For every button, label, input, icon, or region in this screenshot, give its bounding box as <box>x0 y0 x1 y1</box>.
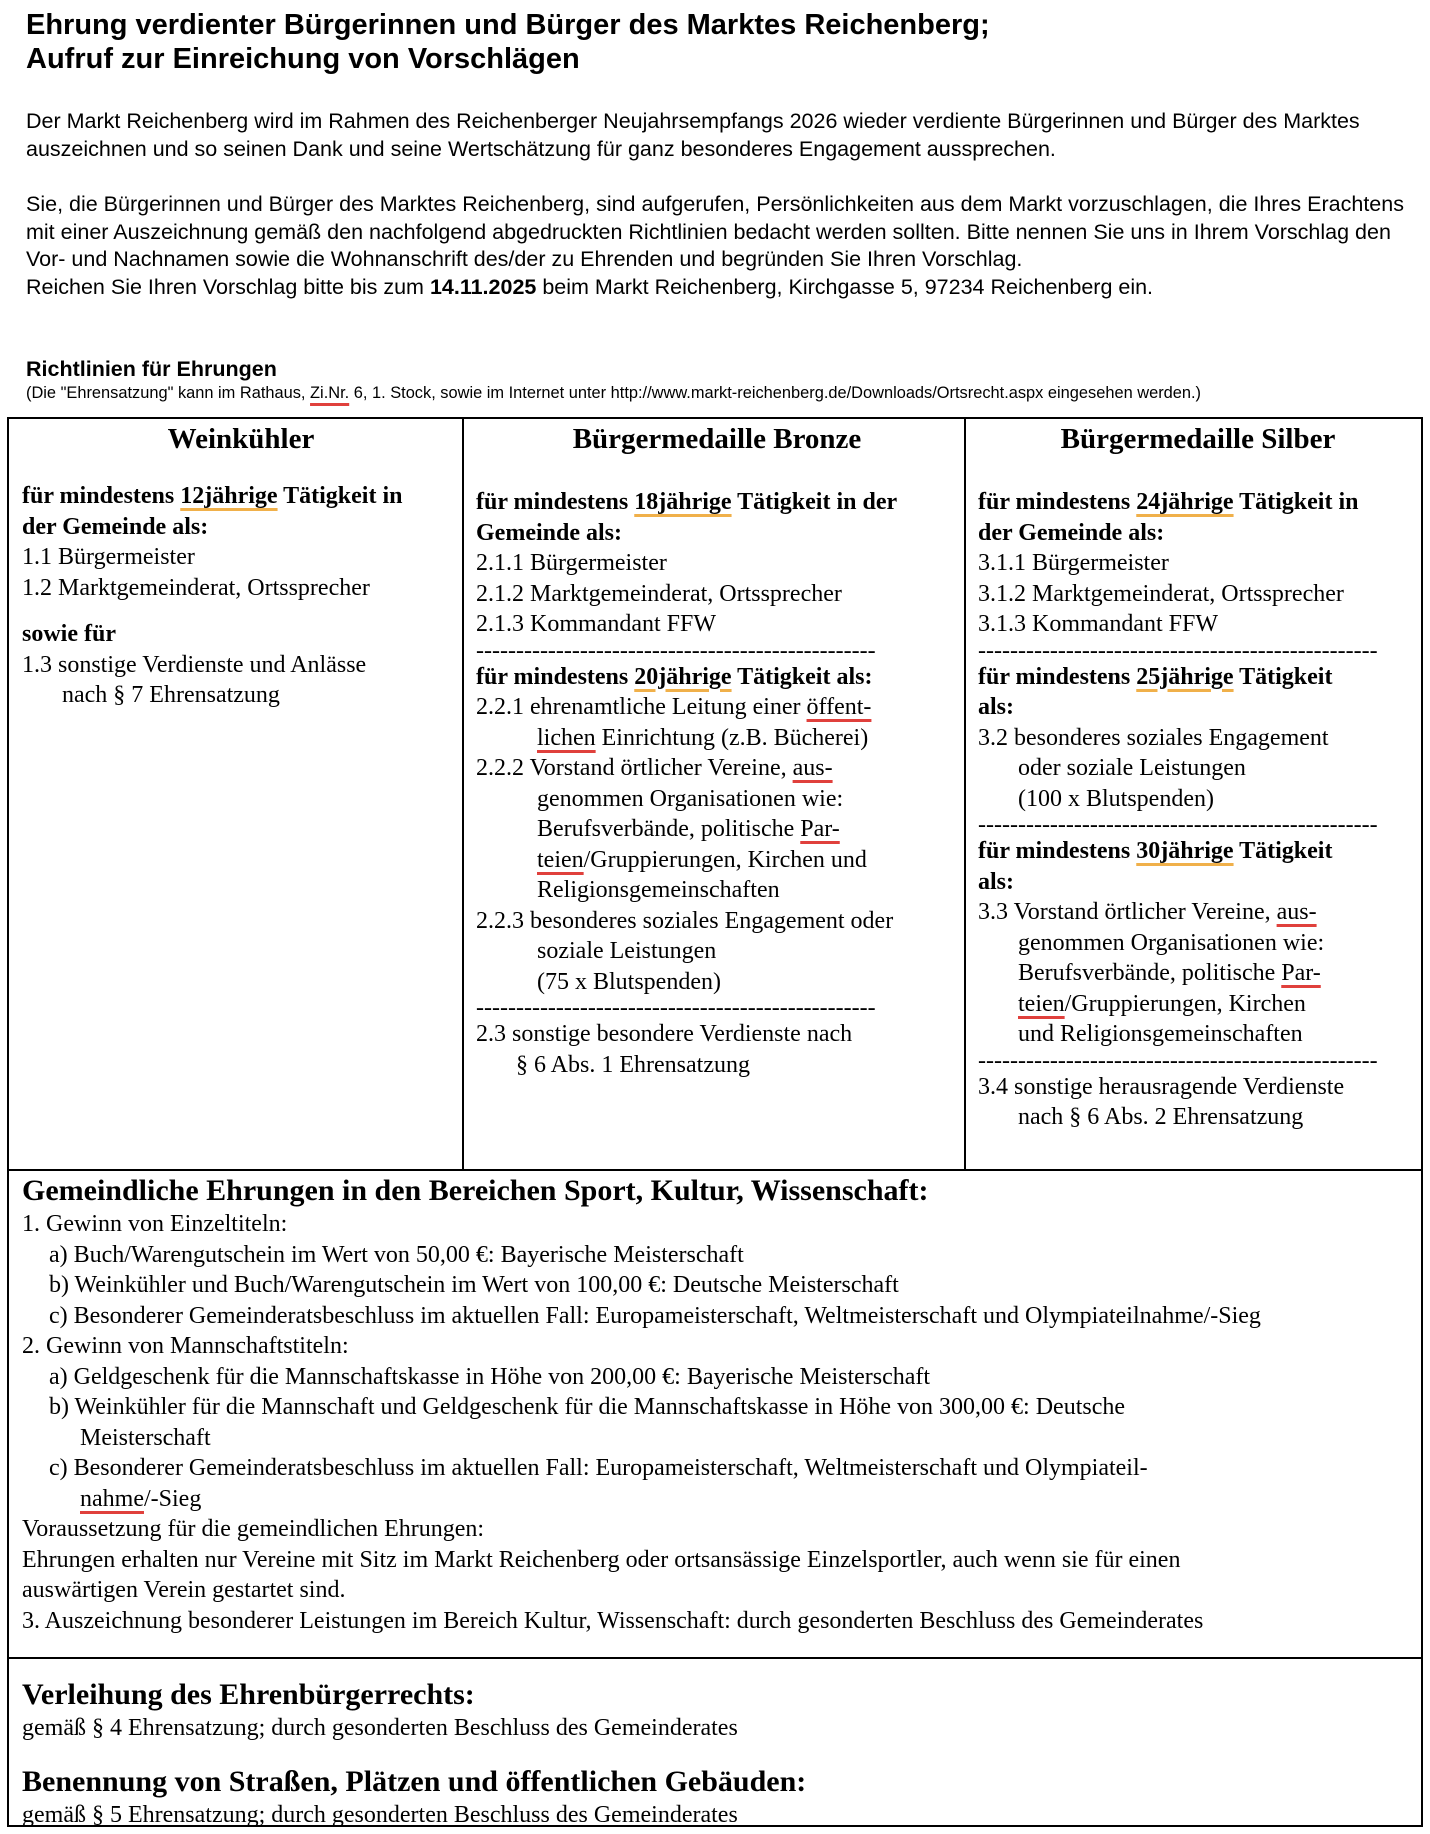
intro-paragraph-3: Reichen Sie Ihren Vorschlag bitte bis zum 14.11.2025 beim Markt Reichenberg, Kirchgasse 5, 97234 Reichenberg ein. <box>26 274 1154 299</box>
intro-text <box>26 108 1416 301</box>
section-gemeindliche-ehrungen: Gemeindliche Ehrungen in den Bereichen Sport, Kultur, Wissenschaft: 1. Gewinn von Einzeltiteln: a) Buch/Warengutschein im Wert von 50,00 €: Bayerische Meisterschaft b) Weinkühler und Buch/Warengutschein im Wert von 100,00 €: Deutsche Meisterschaft c) Besonderer Gemeinderatsbeschluss im aktuellen Fall: Europameisterschaft, Weltmeisterschaft und Olympiateilnahme/-Sieg 2. Gewinn von Mannschaftstiteln: a) Geldgeschenk für die Mannschaftskasse in Höhe von 200,00 €: Bayerische Meisterschaft b) Weinkühler für die Mannschaft und Geldgeschenk für die Mannschaftskasse in Höhe von 300,00 €: Deutsche Meisterschaft c) Besonderer Gemeinderatsbeschluss im aktuellen Fall: Europameisterschaft, Weltmeisterschaft und Olympiateil- nahme/-Sieg Voraussetzung für die gemeindlichen Ehrungen: Ehrungen erhalten nur Vereine mit Sitz im Markt Reichenberg oder ortsansässige Einzelsportler, auch wenn sie für einen auswärtigen Verein gestartet sind. 3. Auszeichnung besonderer Leistungen im Bereich Kultur, Wissenschaft: durch gesonderten Beschluss des Gemeinderates <box>22 1173 1417 1636</box>
intro-paragraph-2: Sie, die Bürgerinnen und Bürger des Marktes Reichenberg, sind aufgerufen, Persönlichkeiten aus dem Markt vorzuschlagen, die Ihres Erachtens mit einer Auszeichnung gemäß den nachfolgend abgedruckten Richtlinien bedacht werden sollten. Bitte nennen Sie uns in Ihrem Vorschlag den Vor- und Nachnamen sowie die Wohnanschrift des/der zu Ehrenden und begründen Sie Ihren Vorschlag. <box>26 192 1404 271</box>
deadline-date: 14.11.2025 <box>429 274 537 299</box>
richtlinien-heading: Richtlinien für Ehrungen <box>26 357 277 381</box>
table-divider-1 <box>7 1169 1423 1171</box>
column-heading-bronze: Bürgermedaille Bronze <box>572 423 862 455</box>
section-ehrenbuergerrecht: Verleihung des Ehrenbürgerrechts: gemäß § 4 Ehrensatzung; durch gesonderten Beschluss des Gemeinderates <box>22 1677 1417 1744</box>
title-line-2: Aufruf zur Einreichung von Vorschlägen <box>26 43 580 75</box>
page-title <box>26 8 1416 76</box>
richtlinien-note: (Die "Ehrensatzung" kann im Rathaus, Zi.Nr. 6, 1. Stock, sowie im Internet unter http://www.markt-reichenberg.de/Downloads/Ortsrecht.aspx eingesehen werden.) <box>26 384 1202 402</box>
section-benennung: Benennung von Straßen, Plätzen und öffentlichen Gebäuden: gemäß § 5 Ehrensatzung; durch gesonderten Beschluss des Gemeinderates <box>22 1764 1417 1831</box>
column-divider-2 <box>964 417 966 1171</box>
table-divider-2 <box>7 1657 1423 1659</box>
column-weinkuehler: Weinkühler für mindestens 12jährige Tätigkeit in der Gemeinde als: 1.1 Bürgermeister 1.2 Marktgemeinderat, Ortssprecher sowie für 1.3 sonstige Verdienste und Anlässe nach § 7 Ehrensatzung <box>22 417 460 711</box>
column-bronze: Bürgermedaille Bronze für mindestens 18jährige Tätigkeit in der Gemeinde als: 2.1.1 Bürgermeister 2.1.2 Marktgemeinderat, Ortssprecher 2.1.3 Kommandant FFW -------------------------------------------------- für mindestens 20jährige Tätigkeit als: 2.2.1 ehrenamtliche Leitung einer öffent- lichen Einrichtung (z.B. Bücherei) 2.2.2 Vorstand örtlicher Vereine, aus- genommen Organisationen wie: Berufsverbände, politische Par- teien/Gruppierungen, Kirchen und Religionsgemeinschaften 2.2.3 besonderes soziales Engagement oder soziale Leistungen (75 x Blutspenden) -------------------------------------------------- 2.3 sonstige besondere Verdienste nach § 6 Abs. 1 Ehrensatzung <box>476 417 958 1080</box>
column-divider-1 <box>462 417 464 1171</box>
title-line-1: Ehrung verdienter Bürgerinnen und Bürger des Marktes Reichenberg; <box>26 9 990 41</box>
column-silber: Bürgermedaille Silber für mindestens 24jährige Tätigkeit in der Gemeinde als: 3.1.1 Bürgermeister 3.1.2 Marktgemeinderat, Ortssprecher 3.1.3 Kommandant FFW -------------------------------------------------- für mindestens 25jährige Tätigkeit als: 3.2 besonderes soziales Engagement oder soziale Leistungen (100 x Blutspenden) -------------------------------------------------- für mindestens 30jährige Tätigkeit als: 3.3 Vorstand örtlicher Vereine, aus- genommen Organisationen wie: Berufsverbände, politische Par- teien/Gruppierungen, Kirchen und Religionsgemeinschaften -------------------------------------------------- 3.4 sonstige herausragende Verdienste nach § 6 Abs. 2 Ehrensatzung <box>978 417 1418 1133</box>
heading-benennung: Benennung von Straßen, Plätzen und öffentlichen Gebäuden: <box>22 1765 807 1798</box>
heading-gemeindliche-ehrungen: Gemeindliche Ehrungen in den Bereichen Sport, Kultur, Wissenschaft: <box>22 1174 929 1207</box>
column-heading-silber: Bürgermedaille Silber <box>1060 423 1336 455</box>
intro-paragraph-1: Der Markt Reichenberg wird im Rahmen des Reichenberger Neujahrsempfangs 2026 wieder verdiente Bürgerinnen und Bürger des Marktes auszeichnen und so seinen Dank und seine Wertschätzung für ganz besonderes Engagement aussprechen. <box>26 109 1360 161</box>
heading-ehrenbuergerrecht: Verleihung des Ehrenbürgerrechts: <box>22 1678 475 1711</box>
column-heading-weinkuehler: Weinkühler <box>167 423 315 455</box>
